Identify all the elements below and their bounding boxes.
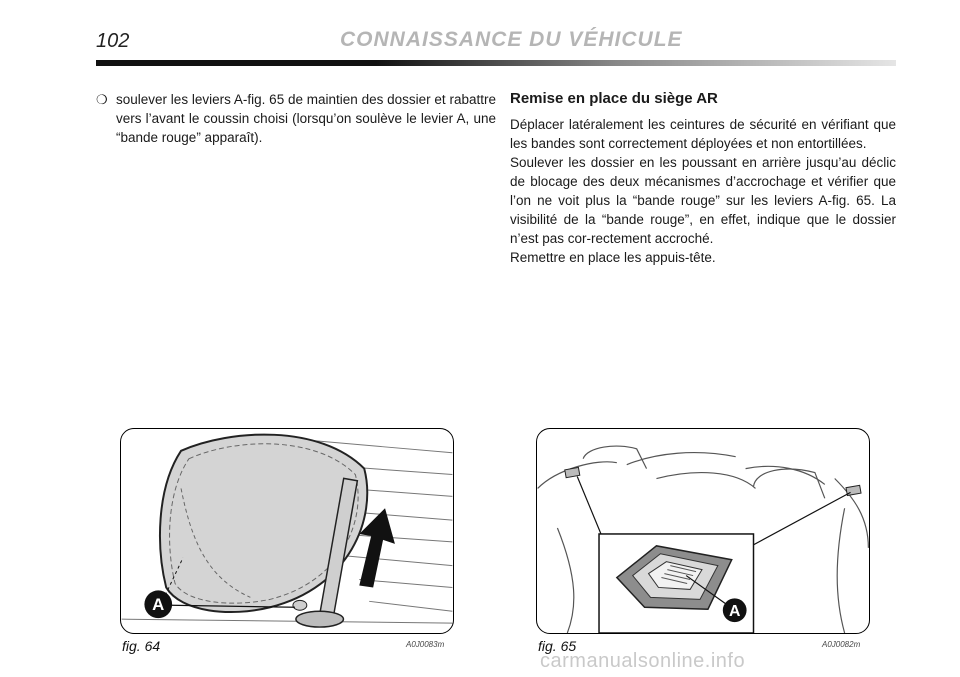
callout-a-label: A xyxy=(152,595,165,615)
bullet-text: soulever les leviers A-fig. 65 de maintien des dossier et rabattre vers l’avant le coussin choisi (lorsqu’on soulève le levier A, une “bande rouge” apparaît). xyxy=(116,92,496,145)
header-divider xyxy=(96,60,896,66)
headrest-illustration xyxy=(121,429,453,633)
watermark: carmanualsonline.info xyxy=(540,650,746,672)
rear-seat-illustration xyxy=(537,429,869,633)
left-column xyxy=(96,90,496,147)
figure-64-code: A0J0083m xyxy=(406,640,445,649)
figure-64-caption: fig. 64 xyxy=(122,638,161,654)
paragraph: Remettre en place les appuis-tête. xyxy=(510,250,716,265)
callout-a-label: A xyxy=(728,603,741,621)
bullet-item xyxy=(96,90,496,147)
paragraph: Déplacer latéralement les ceintures de sécurité en vérifiant que les bandes sont correctement déployées et non entortillées. xyxy=(510,117,896,151)
figure-65-code: A0J0082m xyxy=(822,640,861,649)
figure-64 xyxy=(120,428,454,634)
figure-65 xyxy=(536,428,870,634)
section-title: CONNAISSANCE DU VÉHICULE xyxy=(340,28,683,51)
page-number: 102 xyxy=(96,30,130,52)
bullet-icon: ❍ xyxy=(96,92,108,107)
paragraph: Soulever les dossier en les poussant en arrière jusqu’au déclic de blocage des deux mécanismes d’accrochage et vérifier que l’on ne voit plus la “bande rouge” sur les leviers A-fig. 65. La visibilité de la “bande rouge”, en effet, indique que le dossier n’est pas cor-rectement accroché. xyxy=(510,155,896,246)
subsection-heading: Remise en place du siège AR xyxy=(510,90,718,107)
right-column xyxy=(510,90,896,267)
figure-65-caption: fig. 65 xyxy=(538,638,577,654)
